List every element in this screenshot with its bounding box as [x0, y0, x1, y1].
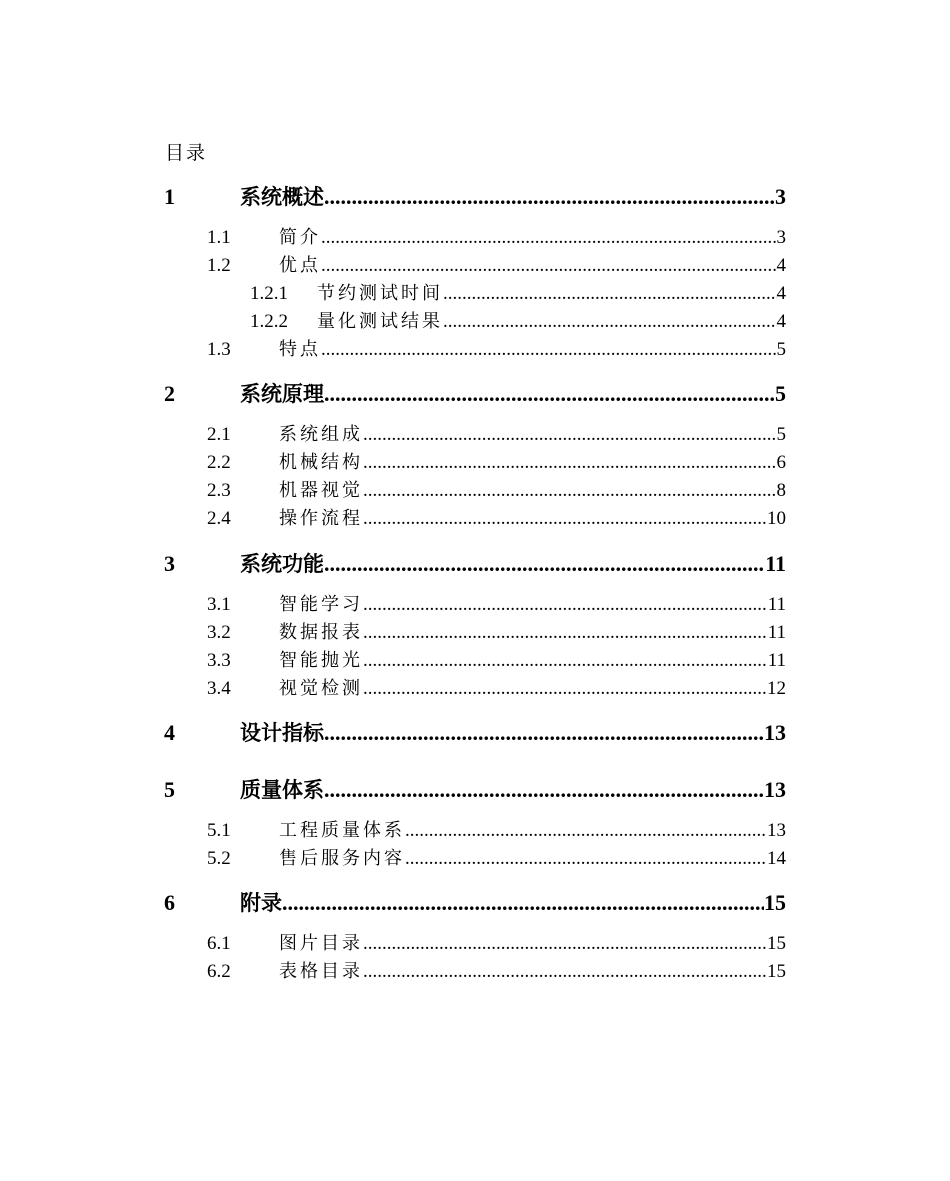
toc-entry[interactable] — [207, 450, 786, 476]
toc-entry-page-number: 13 — [764, 777, 786, 802]
toc-entry-number: 6 — [164, 890, 175, 915]
toc-entry-title: 质量体系 — [240, 778, 324, 802]
toc-entry-page-number: 13 — [767, 820, 786, 841]
toc-entry-number: 2.1 — [207, 424, 231, 445]
toc-entry-title: 系统组成 — [279, 424, 363, 445]
toc-entry-page-number: 15 — [764, 890, 786, 915]
toc-entry-page-number: 5 — [776, 424, 786, 445]
toc-entry-page-number: 15 — [767, 933, 786, 954]
toc-entry-number: 1.2 — [207, 255, 231, 276]
toc-entry-title: 售后服务内容 — [279, 848, 405, 869]
toc-entry-page-number: 4 — [776, 311, 786, 332]
toc-entry-page-number: 15 — [767, 961, 786, 982]
toc-entry[interactable] — [164, 183, 786, 211]
toc-entry[interactable] — [207, 931, 786, 957]
toc-dot-leader — [363, 478, 777, 504]
toc-dot-leader — [363, 450, 777, 476]
toc-dot-leader — [324, 183, 775, 211]
toc-entry-number: 5.2 — [207, 848, 231, 869]
toc-entry[interactable] — [164, 380, 786, 408]
toc-entry-title: 表格目录 — [279, 961, 363, 982]
toc-entry[interactable] — [250, 281, 786, 307]
toc-dot-leader — [324, 719, 764, 747]
toc-entry-page-number: 8 — [776, 480, 786, 501]
toc-entry-title: 图片目录 — [279, 933, 363, 954]
toc-heading: 目录 — [165, 143, 208, 164]
toc-dot-leader — [443, 309, 777, 335]
toc-entry-page-number: 14 — [767, 848, 786, 869]
toc-entry-page-number: 11 — [767, 650, 786, 671]
toc-entry[interactable] — [207, 676, 786, 702]
toc-entry[interactable] — [207, 818, 786, 844]
toc-entry[interactable] — [207, 620, 786, 646]
toc-entry-number: 1.2.2 — [250, 311, 288, 332]
toc-entry-title: 简介 — [279, 227, 321, 248]
toc-entry[interactable] — [207, 648, 786, 674]
toc-entry-number: 2.2 — [207, 452, 231, 473]
toc-entry-page-number: 4 — [776, 255, 786, 276]
toc-entry-number: 3.1 — [207, 594, 231, 615]
toc-entry-number: 2.3 — [207, 480, 231, 501]
toc-entry-title: 量化测试结果 — [317, 311, 443, 332]
toc-entry-page-number: 3 — [776, 227, 786, 248]
toc-entry-title: 数据报表 — [279, 622, 363, 643]
toc-dot-leader — [321, 225, 777, 251]
toc-entry-page-number: 13 — [764, 720, 786, 745]
toc-entry[interactable] — [207, 592, 786, 618]
toc-dot-leader — [443, 281, 777, 307]
toc-entry-title: 节约测试时间 — [317, 283, 443, 304]
toc-dot-leader — [363, 676, 767, 702]
toc-entry[interactable] — [207, 478, 786, 504]
toc-entry-title: 智能学习 — [279, 594, 363, 615]
toc-entry-page-number: 5 — [775, 381, 786, 406]
toc-entry-number: 3.2 — [207, 622, 231, 643]
toc-entry-title: 优点 — [279, 255, 321, 276]
toc-entry-title: 设计指标 — [240, 721, 324, 745]
toc-dot-leader — [363, 931, 767, 957]
toc-entry-title: 工程质量体系 — [279, 820, 405, 841]
toc-entry-number: 3.4 — [207, 678, 231, 699]
toc-dot-leader — [282, 889, 764, 917]
toc-entry-number: 2 — [164, 381, 175, 406]
toc-entry-number: 6.1 — [207, 933, 231, 954]
toc-entry-number: 6.2 — [207, 961, 231, 982]
toc-entry[interactable] — [207, 337, 786, 363]
toc-entry-number: 3.3 — [207, 650, 231, 671]
toc-dot-leader — [363, 959, 767, 985]
toc-entry[interactable] — [207, 422, 786, 448]
toc-dot-leader — [405, 846, 767, 872]
toc-dot-leader — [324, 380, 775, 408]
toc-entry-number: 1.2.1 — [250, 283, 288, 304]
toc-entry-page-number: 11 — [767, 622, 786, 643]
toc-entry[interactable] — [164, 550, 786, 578]
toc-entry-page-number: 6 — [776, 452, 786, 473]
toc-entry-number: 5 — [164, 777, 175, 802]
toc-dot-leader — [363, 592, 768, 618]
toc-entry[interactable] — [250, 309, 786, 335]
toc-entry[interactable] — [207, 253, 786, 279]
toc-entry[interactable] — [207, 225, 786, 251]
toc-entry-title: 机械结构 — [279, 452, 363, 473]
toc-entry-title: 特点 — [279, 339, 321, 360]
toc-dot-leader — [324, 776, 764, 804]
toc-entry-number: 2.4 — [207, 508, 231, 529]
toc-entry-page-number: 11 — [765, 551, 786, 576]
toc-entry-page-number: 5 — [776, 339, 786, 360]
toc-dot-leader — [321, 253, 777, 279]
toc-entry-number: 1.1 — [207, 227, 231, 248]
toc-entry-title: 系统原理 — [240, 382, 324, 406]
toc-dot-leader — [324, 550, 765, 578]
toc-entry-title: 智能抛光 — [279, 650, 363, 671]
toc-entry-title: 机器视觉 — [279, 480, 363, 501]
toc-entry-number: 4 — [164, 720, 175, 745]
toc-dot-leader — [363, 620, 768, 646]
toc-dot-leader — [363, 422, 777, 448]
toc-entry[interactable] — [164, 719, 786, 747]
toc-entry-page-number: 3 — [775, 184, 786, 209]
toc-entry-title: 操作流程 — [279, 508, 363, 529]
toc-entry-title: 附录 — [240, 891, 282, 915]
toc-entry-page-number: 11 — [767, 594, 786, 615]
toc-dot-leader — [405, 818, 767, 844]
toc-dot-leader — [363, 506, 767, 532]
toc-entry[interactable] — [164, 889, 786, 917]
toc-entry-number: 3 — [164, 551, 175, 576]
toc-entry-page-number: 12 — [767, 678, 786, 699]
toc-entry-title: 视觉检测 — [279, 678, 363, 699]
toc-dot-leader — [321, 337, 777, 363]
toc-entry-page-number: 10 — [767, 508, 786, 529]
toc-entry-number: 1.3 — [207, 339, 231, 360]
toc-entry[interactable] — [164, 776, 786, 804]
toc-entry-number: 5.1 — [207, 820, 231, 841]
toc-entry[interactable] — [207, 506, 786, 532]
toc-dot-leader — [363, 648, 768, 674]
toc-entry[interactable] — [207, 846, 786, 872]
toc-entry-page-number: 4 — [776, 283, 786, 304]
toc-entry[interactable] — [207, 959, 786, 985]
toc-entry-title: 系统概述 — [240, 185, 324, 209]
toc-entry-title: 系统功能 — [240, 552, 324, 576]
toc-entry-number: 1 — [164, 184, 175, 209]
